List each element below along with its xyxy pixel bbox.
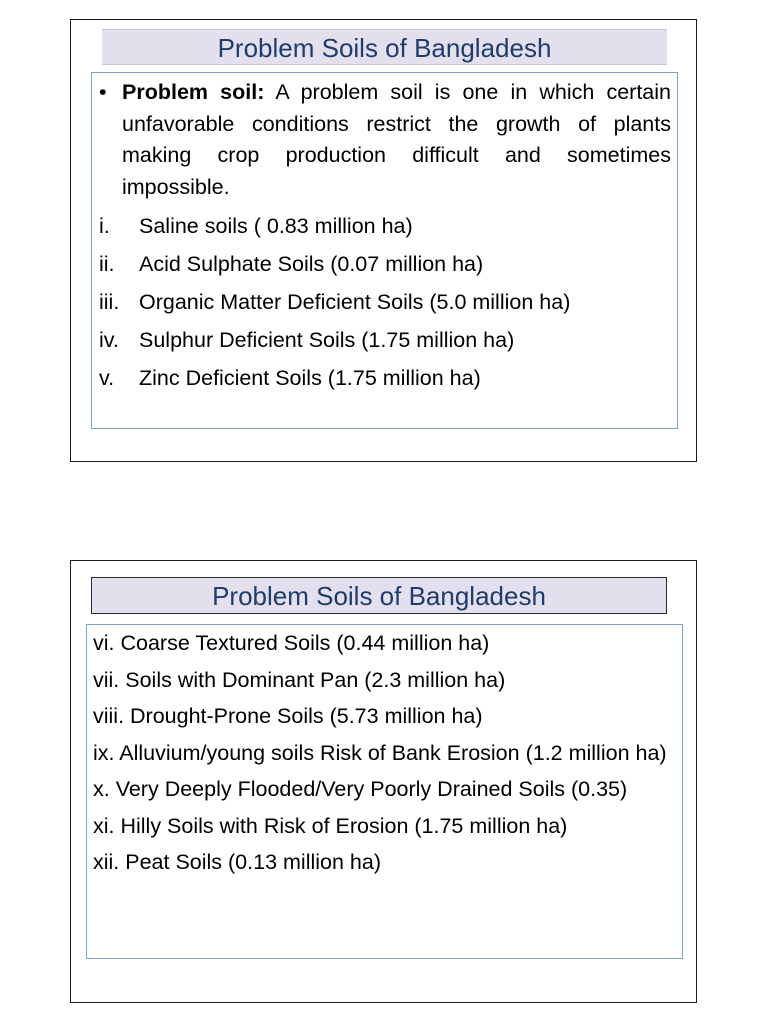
- slide-1-content-box: [91, 72, 678, 429]
- definition-text: [122, 77, 671, 203]
- definition-term: Problem soil:: [122, 80, 265, 104]
- list-item: x. Very Deeply Flooded/Very Poorly Drained Soils (0.35): [93, 777, 628, 801]
- problem-soil-definition: [99, 77, 671, 203]
- list-item: [99, 323, 671, 361]
- list-item: vi. Coarse Textured Soils (0.44 million ha): [93, 631, 490, 655]
- list-item-number: iv.: [99, 328, 119, 352]
- list-item-number: v.: [99, 366, 115, 390]
- list-item-text: Saline soils ( 0.83 million ha): [139, 214, 413, 238]
- list-item-text: Sulphur Deficient Soils (1.75 million ha): [139, 328, 515, 352]
- list-item-text: Organic Matter Deficient Soils (5.0 million ha): [139, 290, 571, 314]
- slide-2-content-box: [86, 624, 683, 959]
- list-item: [99, 361, 671, 399]
- list-item: xi. Hilly Soils with Risk of Erosion (1.75 million ha): [93, 813, 568, 838]
- list-item: ix. Alluvium/young soils Risk of Bank Erosion (1.2 million ha): [93, 740, 667, 765]
- list-item-number: i.: [99, 214, 110, 238]
- definition-body: A problem soil is one in which certain unfavorable conditions restrict the growth of plants making crop production difficult and sometimes impossible.: [122, 80, 671, 199]
- soil-list-1: [99, 209, 671, 399]
- list-item: [99, 209, 671, 247]
- list-item: xii. Peat Soils (0.13 million ha): [93, 850, 381, 874]
- list-item: [99, 285, 671, 323]
- slide-2: [70, 560, 697, 1003]
- slide-1: [70, 19, 697, 462]
- list-item-text: Acid Sulphate Soils (0.07 million ha): [139, 252, 484, 276]
- bullet-mark: •: [99, 80, 107, 104]
- list-item-number: ii.: [99, 252, 115, 276]
- list-item-text: Zinc Deficient Soils (1.75 million ha): [139, 366, 481, 390]
- list-item: viii. Drought-Prone Soils (5.73 million ha): [93, 704, 483, 728]
- slide-2-title: Problem Soils of Bangladesh: [91, 577, 667, 614]
- list-item: [99, 247, 671, 285]
- list-item-number: iii.: [99, 290, 120, 314]
- list-item: vii. Soils with Dominant Pan (2.3 million ha): [93, 667, 506, 692]
- slide-1-title: Problem Soils of Bangladesh: [102, 29, 667, 65]
